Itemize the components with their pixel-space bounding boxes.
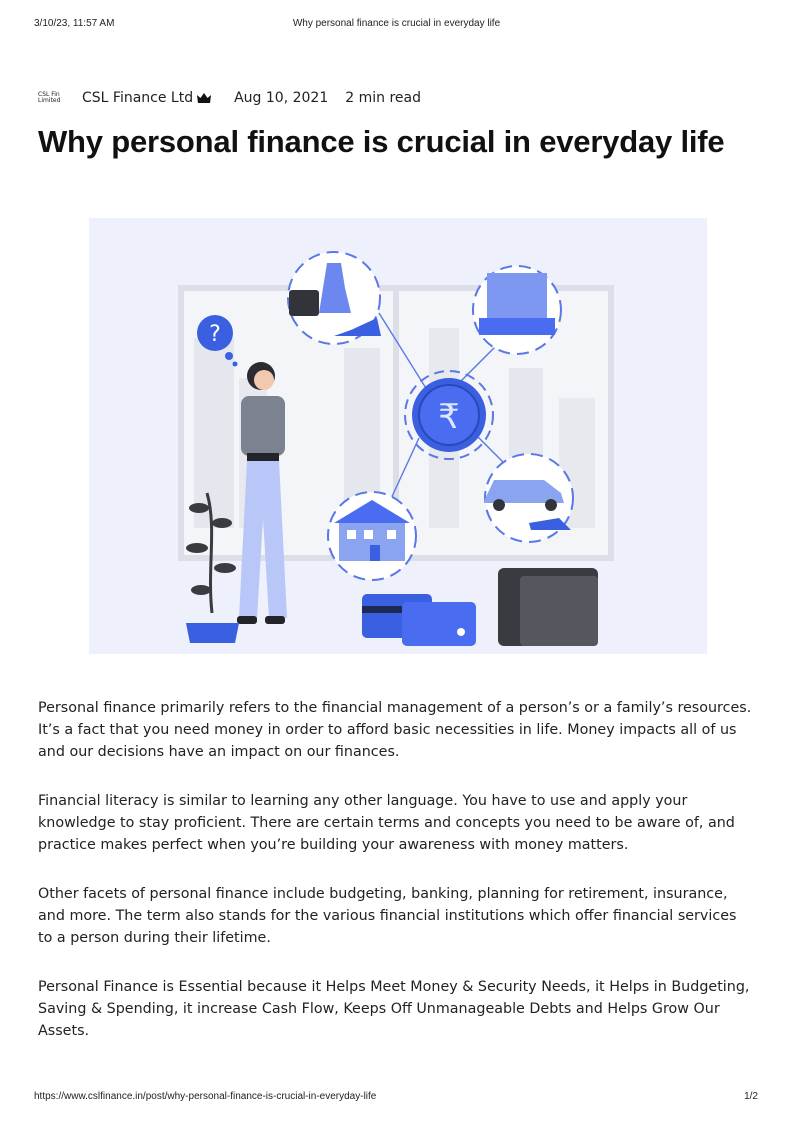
- author-name[interactable]: CSL Finance Ltd: [82, 90, 194, 106]
- vehicle-icon: [484, 454, 573, 542]
- hero-illustration: [89, 218, 707, 654]
- wallet-icon: [498, 568, 598, 646]
- logo-text-line-2: Limited: [38, 97, 61, 104]
- post-meta: [38, 88, 421, 108]
- svg-text:₹: ₹: [438, 397, 460, 437]
- paragraph-1: Personal finance primarily refers to the financial management of a person’s or a family’s resources. It’s a fact that you need money in order to afford basic necessities in life. Money impacts all of us and our decisions have an impact on our finances.: [38, 700, 752, 760]
- print-page-title: Why personal finance is crucial in everyday life: [292, 18, 501, 29]
- shopping-icon: [288, 252, 381, 344]
- company-logo[interactable]: [38, 89, 70, 107]
- crown-icon: [197, 93, 211, 103]
- paragraph-2: Financial literacy is similar to learning any other language. You have to use and apply your knowledge to stay proficient. There are certain terms and concepts you need to be aware of, and practice makes perfect when you’re building your awareness with money matters.: [38, 793, 735, 853]
- article-title: Why personal finance is crucial in everyday life: [38, 124, 725, 159]
- print-page-number: 1/2: [744, 1091, 758, 1102]
- building-icon: [473, 266, 561, 354]
- paragraph-4: Personal Finance is Essential because it Helps Meet Money & Security Needs, it Helps in Budgeting, Saving & Spending, it increase Cash Flow, Keeps Off Unmanageable Debts and Helps Grow Our Assets.: [38, 979, 750, 1039]
- credit-card-icon: [362, 594, 476, 646]
- post-date: Aug 10, 2021: [234, 90, 329, 106]
- print-datetime: 3/10/23, 11:57 AM: [34, 18, 115, 29]
- house-icon: [328, 492, 416, 580]
- logo-text-line-1: CSL Fin: [38, 91, 60, 98]
- paragraph-3: Other facets of personal finance include budgeting, banking, planning for retirement, insurance, and more. The term also stands for the various financial institutions which offer financial services to a person during their lifetime.: [38, 886, 737, 946]
- read-time: 2 min read: [345, 90, 421, 106]
- print-url: https://www.cslfinance.in/post/why-personal-finance-is-crucial-in-everyday-life: [34, 1091, 377, 1102]
- hero-image: [89, 218, 707, 654]
- svg-text:?: ?: [209, 322, 221, 347]
